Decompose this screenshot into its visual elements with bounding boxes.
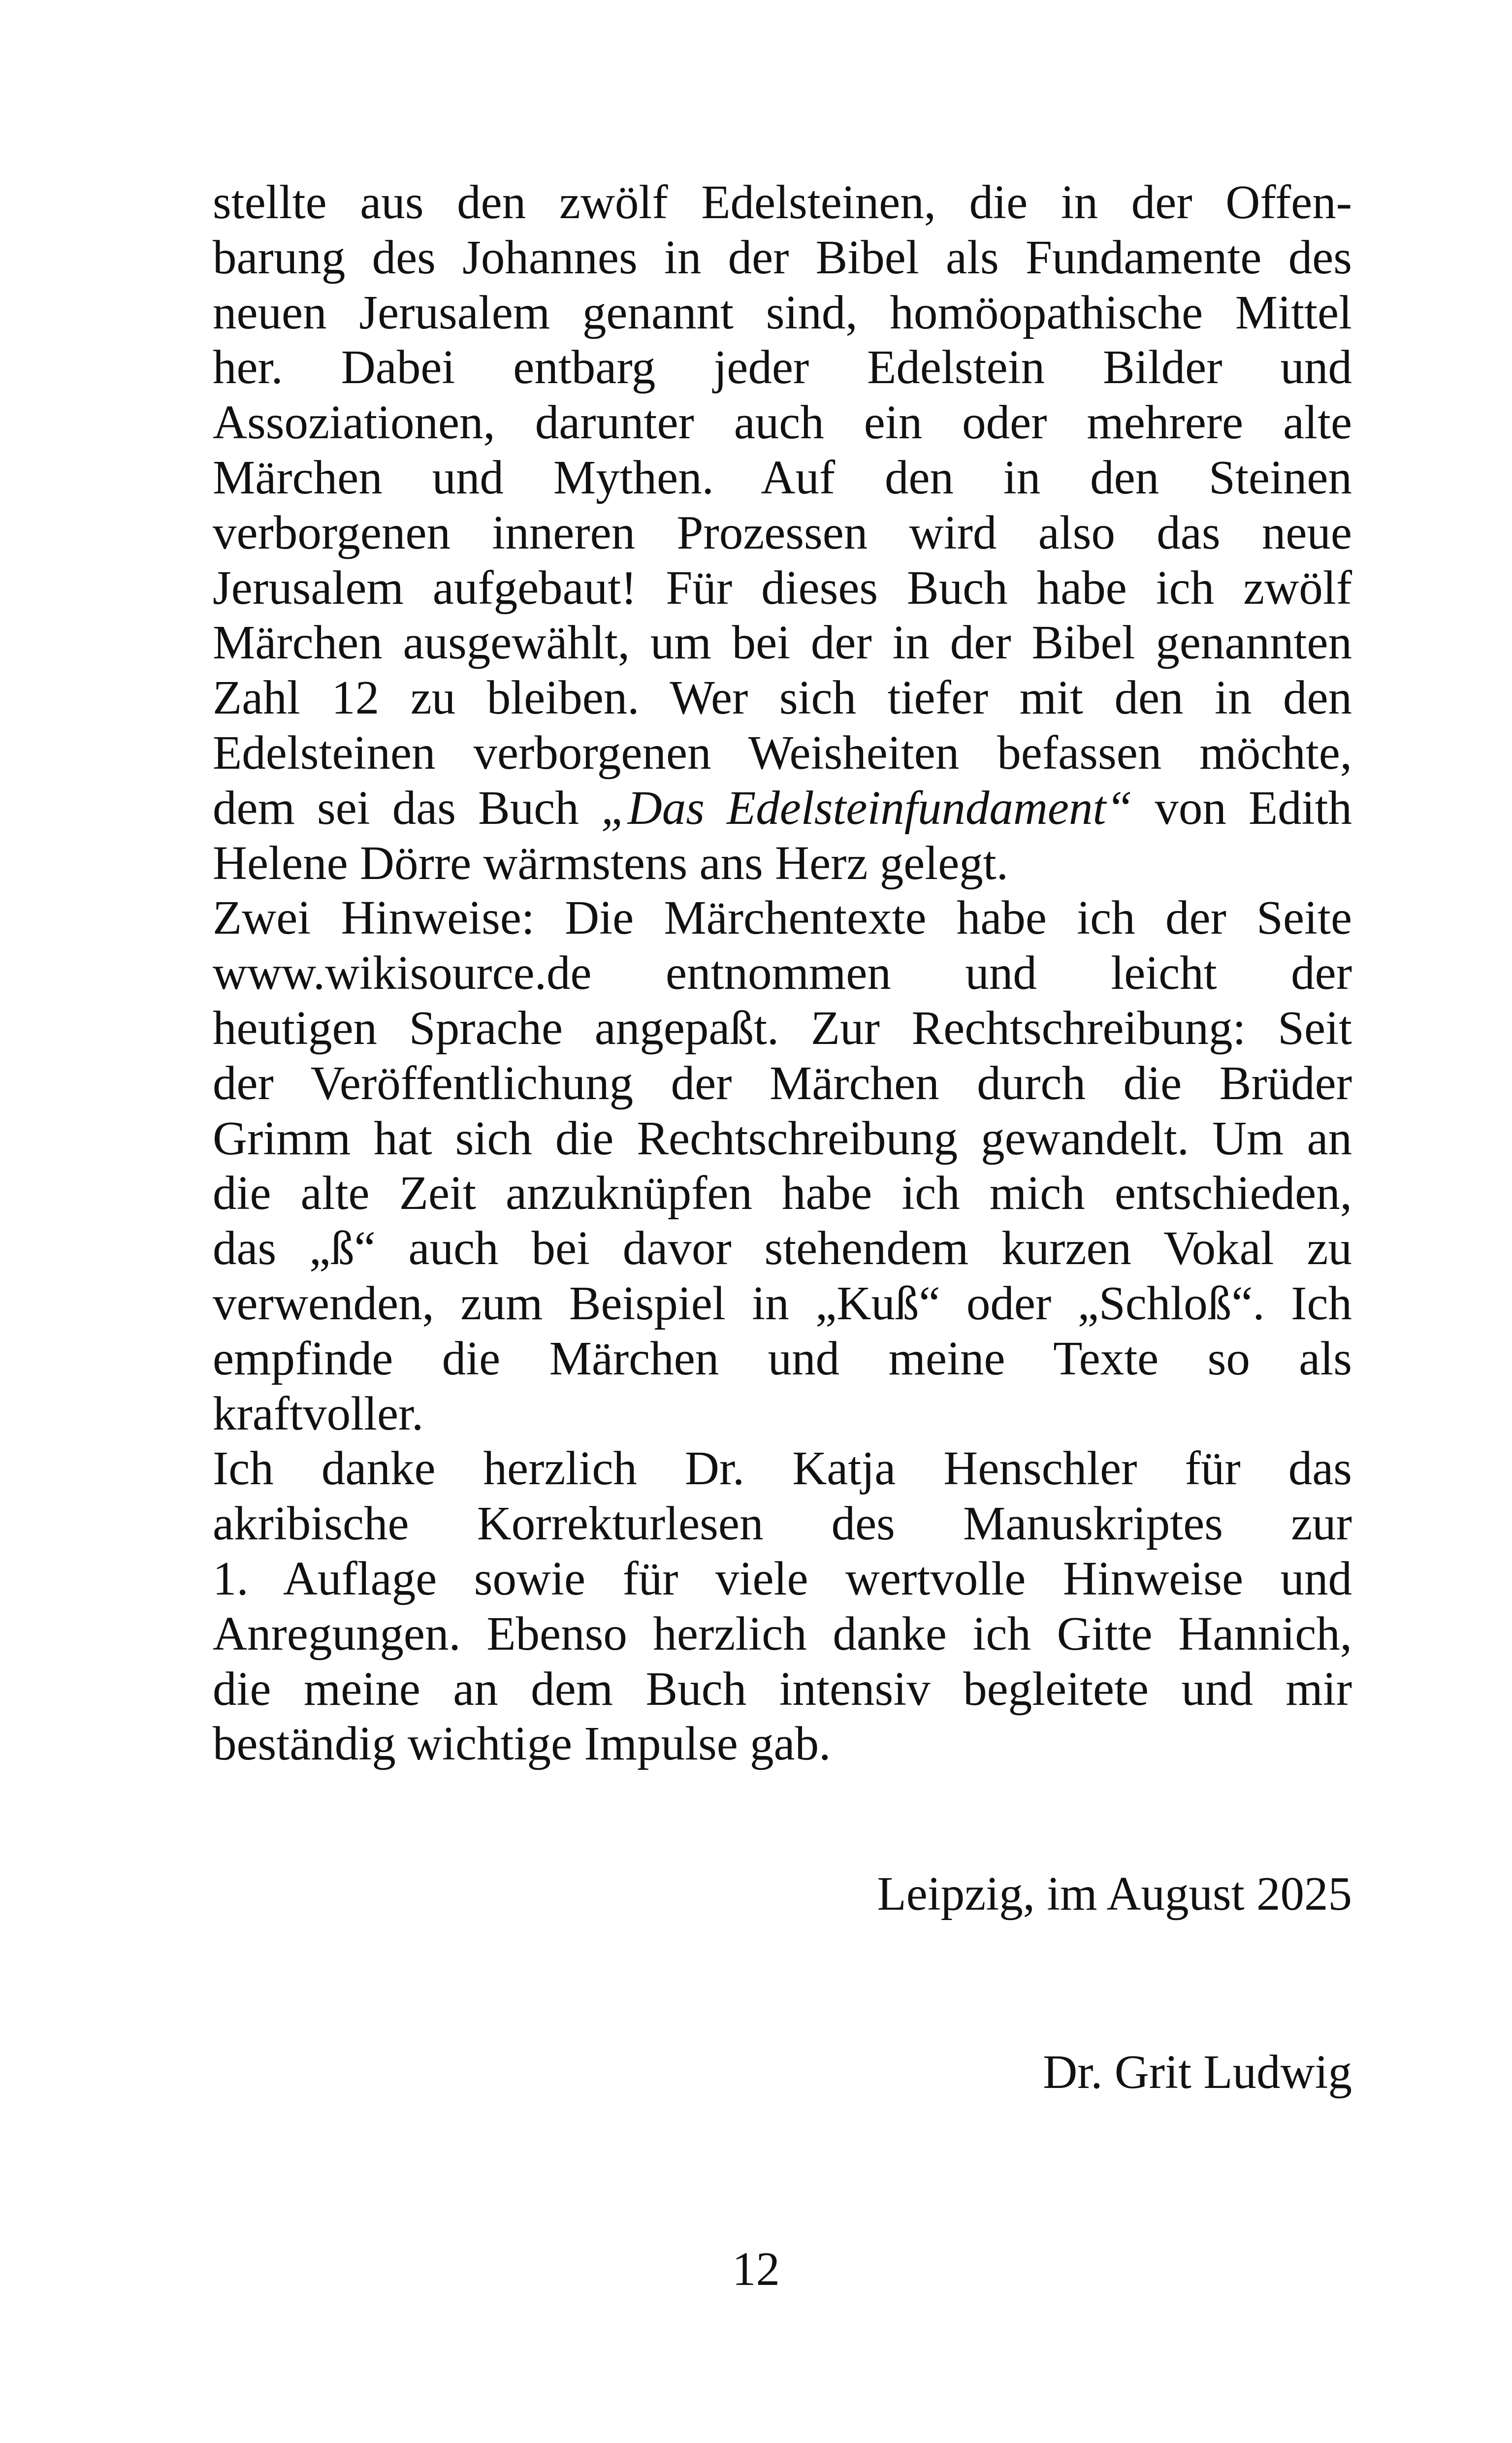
book-title: „Das Edelsteinfundament“ — [601, 781, 1133, 834]
author-signature: Dr. Grit Ludwig — [1043, 2046, 1352, 2098]
text-segment: von Edith — [1132, 781, 1352, 834]
place-and-date: Leipzig, im August 2025 — [877, 1867, 1352, 1920]
text-line: Zahl 12 zu bleiben. Wer sich tiefer mit den in den — [213, 671, 1352, 724]
text-line: die alte Zeit anzuknüpfen habe ich mich entschieden, — [213, 1167, 1352, 1220]
text-line: neuen Jerusalem genannt sind, homöopathische Mittel — [213, 286, 1352, 339]
text-line: Assoziationen, darunter auch ein oder mehrere alte — [213, 396, 1352, 449]
text-line: Grimm hat sich die Rechtschreibung gewandelt. Um an — [213, 1111, 1352, 1165]
page-number: 12 — [732, 2243, 780, 2295]
text-line: Ich danke herzlich Dr. Katja Henschler für das — [213, 1442, 1352, 1495]
text-line: verwenden, zum Beispiel in „Kuß“ oder „Schloß“. Ich — [213, 1276, 1352, 1330]
text-line: empfinde die Märchen und meine Texte so als — [213, 1332, 1352, 1385]
text-line: die meine an dem Buch intensiv begleitete und mir — [213, 1662, 1352, 1715]
text-line: Märchen ausgewählt, um bei der in der Bibel genannten — [213, 616, 1352, 669]
text-line: Märchen und Mythen. Auf den in den Steinen — [213, 451, 1352, 504]
text-line: akribische Korrekturlesen des Manuskriptes zur — [213, 1497, 1352, 1550]
text-line: Anregungen. Ebenso herzlich danke ich Gitte Hannich, — [213, 1607, 1352, 1660]
text-line: Jerusalem aufgebaut! Für dieses Buch habe ich zwölf — [213, 561, 1352, 614]
text-segment: dem sei das Buch — [213, 781, 601, 834]
text-line: Edelsteinen verborgenen Weisheiten befassen möchte, — [213, 726, 1352, 779]
text-line: heutigen Sprache angepaßt. Zur Rechtschreibung: Seit — [213, 1001, 1352, 1054]
text-line: Helene Dörre wärmstens ans Herz gelegt. — [213, 836, 1008, 889]
text-line: verborgenen inneren Prozessen wird also das neue — [213, 506, 1352, 559]
text-line: Zwei Hinweise: Die Märchentexte habe ich der Seite — [213, 891, 1352, 945]
body-text — [213, 175, 1352, 1771]
text-line: beständig wichtige Impulse gab. — [213, 1717, 831, 1770]
text-line: 1. Auflage sowie für viele wertvolle Hinweise und — [213, 1552, 1352, 1605]
text-line: kraftvoller. — [213, 1387, 424, 1440]
text-line-with-book-title — [213, 781, 1352, 836]
text-line: her. Dabei entbarg jeder Edelstein Bilder und — [213, 341, 1352, 394]
text-line: der Veröffentlichung der Märchen durch die Brüder — [213, 1056, 1352, 1109]
text-line: barung des Johannes in der Bibel als Fundamente des — [213, 230, 1352, 284]
text-line: www.wikisource.de entnommen und leicht der — [213, 946, 1352, 1000]
text-line: stellte aus den zwölf Edelsteinen, die in der Offen- — [213, 176, 1352, 228]
text-line: das „ß“ auch bei davor stehendem kurzen Vokal zu — [213, 1222, 1352, 1275]
